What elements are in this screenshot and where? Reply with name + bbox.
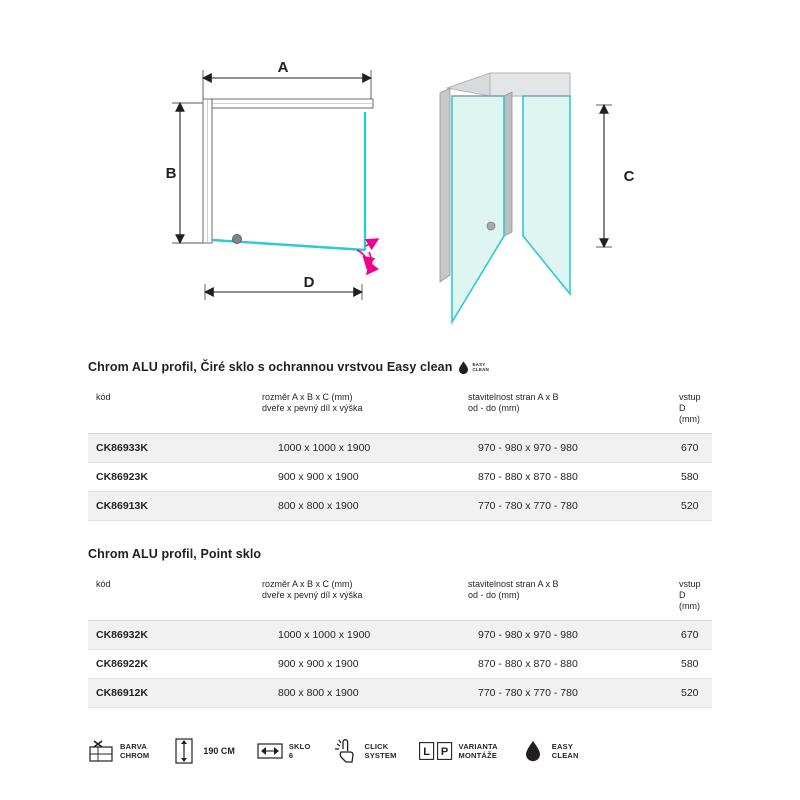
svg-text:L: L [422,746,430,758]
water-drop-icon [520,738,546,764]
row-range: 970 - 980 x 970 - 980 [460,621,671,650]
row-code: CK86922K [88,650,254,679]
row-size: 900 x 900 x 1900 [254,650,460,679]
feature-glass-thickness [257,738,311,764]
feature-mount-variant [419,738,498,764]
col-range-line2: od - do (mm) [468,590,520,600]
feature-label-line1: BARVA [120,742,147,751]
color-swatch-icon [88,738,114,764]
col-entry: vstup D (mm) [671,573,712,621]
feature-label-line1: CLICK [364,742,389,751]
section-title-2-text: Chrom ALU profil, Point sklo [88,547,262,561]
col-range-line1: stavitelnost stran A x B [468,579,559,589]
col-code: kód [88,386,254,434]
row-size: 900 x 900 x 1900 [254,463,460,492]
col-size [254,386,460,434]
spec-table-point-glass [88,573,712,708]
row-range: 870 - 880 x 870 - 880 [460,650,671,679]
product-diagram [0,0,800,360]
perspective-view [440,73,635,322]
table-header-row [88,386,712,434]
click-system-icon [333,738,359,764]
col-code: kód [88,573,254,621]
col-range-line1: stavitelnost stran A x B [468,392,559,402]
row-code: CK86912K [88,679,254,708]
col-size-line2: dveře x pevný díl x výška [262,590,363,600]
feature-click-system [333,738,397,764]
feature-label-line2: CHROM [120,751,150,760]
row-size: 800 x 800 x 1900 [254,492,460,521]
col-range [460,386,671,434]
feature-color-chrom [88,738,149,764]
spec-tables [0,360,800,708]
easy-clean-badge [458,361,489,374]
section-title-1 [88,360,712,374]
feature-label-line2: 6 [288,751,294,760]
svg-text:P: P [440,746,448,758]
table-row [88,463,712,492]
row-code: CK86932K [88,621,254,650]
plan-view [166,59,378,300]
row-range: 770 - 780 x 770 - 780 [460,492,671,521]
feature-label-big: 190 CM [203,746,235,756]
left-right-icon [419,738,453,764]
table-row [88,650,712,679]
col-range [460,573,671,621]
col-size [254,573,460,621]
feature-label-line2: MONTÁŽE [458,751,498,760]
col-size-line1: rozměr A x B x C (mm) [262,392,353,402]
spec-table-easy-clean [88,386,712,521]
table-row [88,679,712,708]
row-entry: 580 [671,650,712,679]
row-code: CK86913K [88,492,254,521]
row-size: 1000 x 1000 x 1900 [254,434,460,463]
feature-label-line1: VARIANTA [458,742,498,751]
feature-label-line1: SKLO [288,742,311,751]
row-code: CK86933K [88,434,254,463]
feature-label-line2: CLEAN [551,751,579,760]
table-row [88,621,712,650]
row-size: 800 x 800 x 1900 [254,679,460,708]
thickness-icon [257,738,283,764]
height-arrow-icon [171,738,197,764]
col-size-line2: dveře x pevný díl x výška [262,403,363,413]
row-range: 870 - 880 x 870 - 880 [460,463,671,492]
row-entry: 670 [671,621,712,650]
svg-text:C: C [623,168,635,185]
table-row [88,492,712,521]
row-code: CK86923K [88,463,254,492]
feature-easy-clean [520,738,579,764]
row-entry: 580 [671,463,712,492]
table-row [88,434,712,463]
row-range: 770 - 780 x 770 - 780 [460,679,671,708]
feature-height [171,738,235,764]
feature-icon-strip [0,738,800,764]
col-size-line1: rozměr A x B x C (mm) [262,579,353,589]
section-title-1-text: Chrom ALU profil, Čiré sklo s ochrannou vrstvou Easy clean [88,360,453,374]
row-size: 1000 x 1000 x 1900 [254,621,460,650]
section-title-2 [88,547,712,561]
row-entry: 520 [671,679,712,708]
feature-label-line1: EASY [551,742,574,751]
col-entry: vstup D (mm) [671,386,712,434]
badge-line1: EASY [472,362,486,367]
badge-line2: CLEAN [472,367,489,372]
table-header-row [88,573,712,621]
svg-text:A: A [277,59,289,76]
col-range-line2: od - do (mm) [468,403,520,413]
water-drop-icon [458,361,469,374]
row-entry: 520 [671,492,712,521]
row-range: 970 - 980 x 970 - 980 [460,434,671,463]
row-entry: 670 [671,434,712,463]
svg-text:D: D [303,274,315,291]
svg-text:B: B [165,165,177,182]
feature-label-line2: SYSTEM [364,751,397,760]
